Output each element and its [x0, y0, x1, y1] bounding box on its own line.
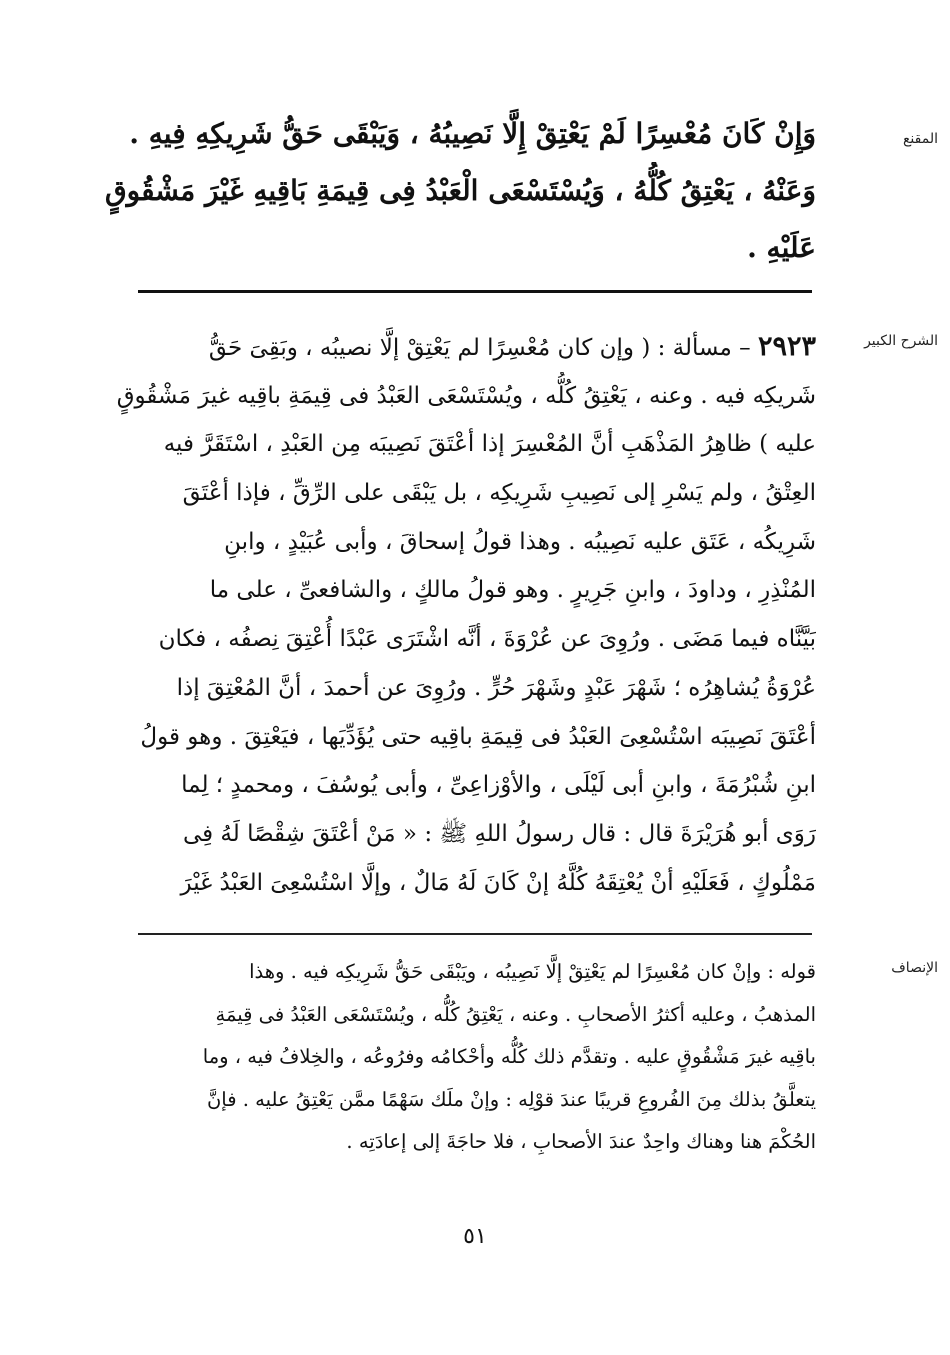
sharh-line: شَريكِه فيه . وعنه ، يَعْتِقُ كُلُّه ، ويُسْتَسْعَى العَبْدُ فى قِيمَةِ باقِيه غيرَ مَشْقُوقٍ	[116, 382, 816, 409]
sharh-line: عليه ) ظاهِرُ المَذْهَبِ أنَّ المُعْسِرَ إذا أعْتَقَ نَصِيبَه مِن العَبْدِ ، اسْتَقَرَّ فيه	[163, 431, 816, 458]
issue-number: ٢٩٢٣	[757, 331, 816, 362]
insaf-line: المذهبُ ، وعليه أكثرُ الأصحابِ . وعنه ، يَعْتِقُ كُلُّه ، ويُسْتَسْعَى العَبْدُ فى قِيمَةِ	[215, 1002, 816, 1026]
sharh-line: – مسألة : ( وإن كان مُعْسِرًا لم يَعْتِقْ إلَّا نصيبُه ، وبَقِىَ حَقُّ	[208, 335, 751, 361]
muqni-line: عَلَيْهِ .	[747, 231, 816, 264]
sharh-line: العِتْقُ ، ولم يَسْرِ إلى نَصِيبِ شَرِيكِه ، بل يَبْقَى على الرِّقِّ ، فإذا أعْتَقَ	[182, 480, 816, 507]
muqni-line: وَإِنْ كَانَ مُعْسِرًا لَمْ يَعْتِقْ إِلَّا نَصِيبُهُ ، وَيَبْقَى حَقُّ شَرِيكِهِ فِيهِ .	[129, 117, 816, 150]
section-label-muqni: المقنع	[902, 131, 938, 147]
insaf-line: الحُكْمَ هنا وهناك واحِدٌ عندَ الأصحابِ ، فلا حاجَةَ إلى إعادَتِه .	[346, 1130, 816, 1153]
muqni-text	[104, 105, 816, 276]
sharh-line: أعْتَقَ نَصِيبَه اسْتُسْعِىَ العَبْدُ فى قِيمَةِ باقِيه حتى يُؤَدِّيَها ، فيَعْتِقَ . وهو قولُ	[140, 723, 816, 750]
insaf-line: باقِيه غيرَ مَشْقُوقٍ عليه . وتقدَّم ذلك كُلُّه وأحْكامُه وفرُوعُه ، والخِلافُ فيه ، وما	[202, 1045, 816, 1068]
section-label-sharh: الشرح الكبير	[864, 333, 938, 349]
section-divider-thick	[138, 290, 812, 293]
section-label-insaf: الإنصاف	[891, 960, 938, 976]
sharh-line: عُرْوَةُ يُشاهِرُه ؛ شَهْرَ عَبْدٍ وشَهْرَ حُرٍّ . ورُوِىَ عن أحمدَ ، أنَّ المُعْتِقَ إذا	[176, 674, 816, 701]
sharh-line: شَرِيكُه ، عَتَق عليه نَصِيبُه . وهذا قولُ إسحاقَ ، وأبى عُبَيْدٍ ، وابنِ	[224, 528, 816, 555]
muqni-line: وَعَنْهُ ، يَعْتِقُ كُلُّهُ ، وَيُسْتَسْعَى الْعَبْدُ فِى قِيمَةِ بَاقِيهِ غَيْرَ مَشْقُوقٍ	[104, 174, 816, 207]
sharh-line: المُنْذِرِ ، وداودَ ، وابنِ جَرِيرٍ . وهو قولُ مالكٍ ، والشافعىِّ ، على ما	[209, 577, 816, 604]
insaf-text	[104, 951, 816, 1164]
insaf-line: قوله : وإنْ كان مُعْسِرًا لم يَعْتِقْ إلَّا نَصِيبُه ، ويَبْقَى حَقُّ شَرِيكِه فيه . وهذا	[249, 960, 816, 983]
insaf-line: يتعلَّقُ بذلك مِنَ الفُروعِ قريبًا عندَ قوْلِه : وإنْ ملَك سَهْمًا ممَّن يَعْتِقُ عليه . فإنَّ	[206, 1087, 816, 1111]
section-divider-thin	[138, 933, 812, 935]
sharh-text	[104, 323, 816, 907]
sharh-line: رَوَى أبو هُرَيْرَةَ قال : قال رسولُ اللهِ ﷺ : « مَنْ أعْتَقَ شِقْصًا لَهُ فِى	[182, 820, 816, 847]
sharh-first-line	[104, 323, 816, 372]
sharh-line: ابنِ شُبْرُمَةَ ، وابنِ أبى لَيْلَى ، والأوْزاعِىِّ ، وأبى يُوسُفَ ، ومحمدٍ ؛ لِما	[181, 772, 816, 799]
sharh-line: مَمْلُوكٍ ، فَعَلَيْهِ أنْ يُعْتِقَهُ كُلَّهُ إنْ كَانَ لَهُ مَالٌ ، وإلَّا اسْتُسْعِىَ العَبْدُ غَيْرَ	[180, 869, 816, 896]
page-number: ٥١	[463, 1224, 487, 1249]
sharh-line: بَيَّنَّاه فيما مَضَى . ورُوِىَ عن عُرْوَةَ ، أنَّه اشْتَرَى عَبْدًا أُعْتِقَ نِصفُه ، فكان	[158, 626, 816, 653]
